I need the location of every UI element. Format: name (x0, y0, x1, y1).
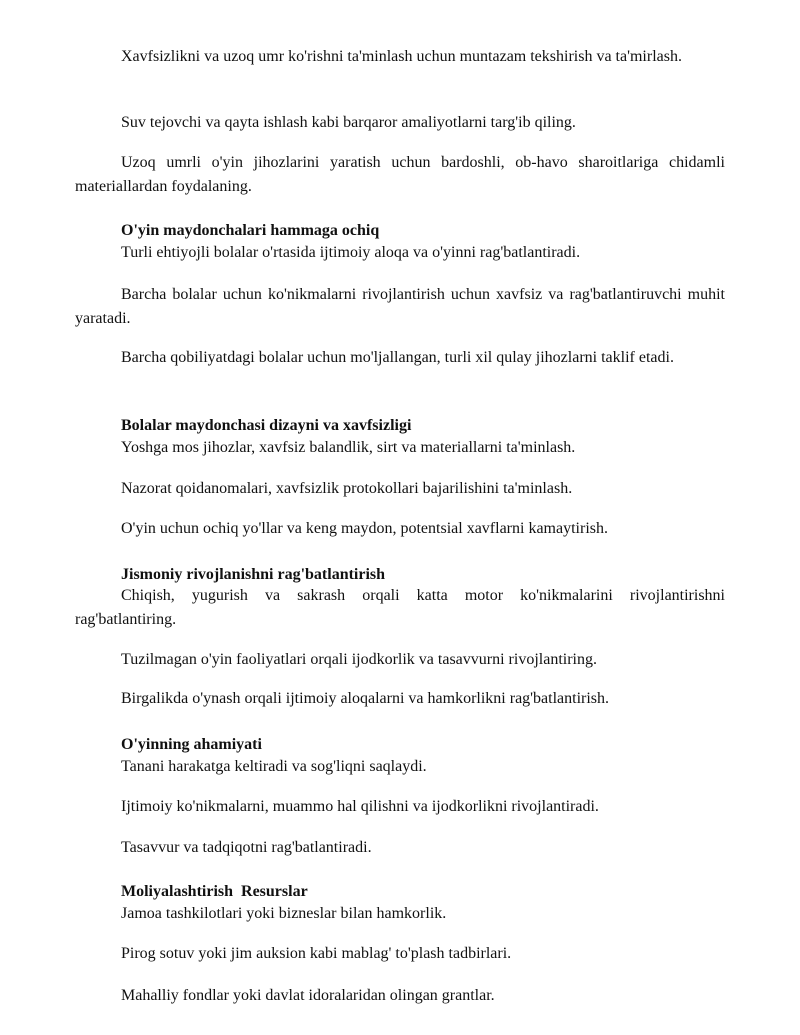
paragraph: Jamoa tashkilotlari yoki bizneslar bilan hamkorlik. (121, 905, 447, 922)
section-heading: Moliyalashtirish Resurslar (121, 883, 308, 900)
paragraph: Tuzilmagan o'yin faoliyatlari orqali ijodkorlik va tasavvurni rivojlantiring. (121, 651, 597, 668)
paragraph: Barcha qobiliyatdagi bolalar uchun mo'ljallangan, turli xil qulay jihozlarni taklif etadi. (121, 349, 674, 366)
paragraph: Ijtimoiy ko'nikmalarni, muammo hal qilishni va ijodkorlikni rivojlantiradi. (121, 798, 599, 815)
paragraph: Yoshga mos jihozlar, xavfsiz balandlik, sirt va materiallarni ta'minlash. (121, 439, 576, 456)
paragraph: Birgalikda o'ynash orqali ijtimoiy aloqalarni va hamkorlikni rag'batlantirish. (121, 690, 610, 707)
section-heading: Bolalar maydonchasi dizayni va xavfsizligi (121, 417, 412, 434)
paragraph: Xavfsizlikni va uzoq umr ko'rishni ta'minlash uchun muntazam tekshirish va ta'mirlash. (121, 48, 682, 65)
paragraph: Nazorat qoidanomalari, xavfsizlik protokollari bajarilishini ta'minlash. (121, 480, 573, 497)
paragraph: Uzoq umrli o'yin jihozlarini yaratish uchun bardoshli, ob-havo sharoitlariga chidamli materiallardan foydalaning. (75, 154, 725, 195)
paragraph: Chiqish, yugurish va sakrash orqali katta motor ko'nikmalarini rivojlantirishni rag'batlantiring. (75, 587, 725, 628)
paragraph: Barcha bolalar uchun ko'nikmalarni rivojlantirish uchun xavfsiz va rag'batlantiruvchi muhit yaratadi. (75, 286, 725, 327)
section-heading: O'yinning ahamiyati (121, 736, 262, 753)
paragraph: Tanani harakatga keltiradi va sog'liqni saqlaydi. (121, 758, 427, 775)
paragraph: Suv tejovchi va qayta ishlash kabi barqaror amaliyotlarni targ'ib qiling. (121, 114, 576, 131)
section-heading: Jismoniy rivojlanishni rag'batlantirish (121, 566, 386, 583)
paragraph: Turli ehtiyojli bolalar o'rtasida ijtimoiy aloqa va o'yinni rag'batlantiradi. (121, 244, 581, 261)
paragraph: Pirog sotuv yoki jim auksion kabi mablag' to'plash tadbirlari. (121, 945, 512, 962)
paragraph: O'yin uchun ochiq yo'llar va keng maydon, potentsial xavflarni kamaytirish. (121, 520, 608, 537)
paragraph: Mahalliy fondlar yoki davlat idoralaridan olingan grantlar. (121, 987, 495, 1004)
paragraph: Tasavvur va tadqiqotni rag'batlantiradi. (121, 839, 372, 856)
section-heading: O'yin maydonchalari hammaga ochiq (121, 222, 380, 239)
